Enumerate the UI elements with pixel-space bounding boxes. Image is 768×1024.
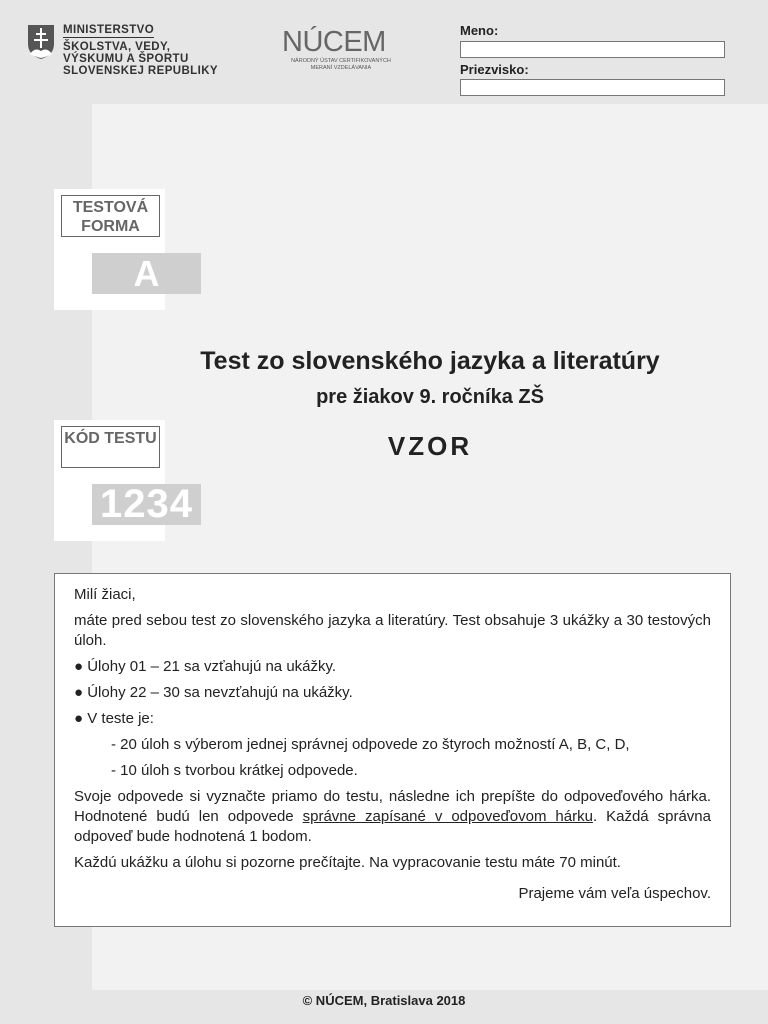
slovak-coat-of-arms-icon xyxy=(27,24,55,60)
student-name-block xyxy=(460,23,725,100)
sub-item: - 10 úloh s tvorbou krátkej odpovede. xyxy=(111,762,358,779)
nucem-logo xyxy=(282,27,402,72)
closing-line: Prajeme vám veľa úspechov. xyxy=(518,885,711,902)
test-form-card xyxy=(54,189,165,310)
bullet-item: ● Úlohy 01 – 21 sa vzťahujú na ukážky. xyxy=(74,658,337,675)
instructions-box xyxy=(54,573,731,927)
footer-copyright: © NÚCEM, Bratislava 2018 xyxy=(302,993,466,1008)
variant-label: VZOR xyxy=(387,431,473,461)
test-form-label: TESTOVÁ FORMA xyxy=(61,195,160,237)
nucem-logo-text: NÚCEM xyxy=(282,26,386,58)
page-title: Test zo slovenského jazyka a literatúry xyxy=(200,347,660,375)
sub-item: - 20 úloh s výberom jednej správnej odpovede zo štyroch možností A, B, C, D, xyxy=(111,736,630,753)
bullet-item: ● Úlohy 22 – 30 sa nevzťahujú na ukážky. xyxy=(74,684,353,701)
name-field[interactable] xyxy=(460,41,725,58)
bullet-item: ● V teste je: xyxy=(74,710,154,727)
page-subtitle: pre žiakov 9. ročníka ZŠ xyxy=(316,386,544,408)
ministry-logo xyxy=(27,24,218,77)
surname-label: Priezvisko: xyxy=(460,61,529,77)
surname-field[interactable] xyxy=(460,79,725,96)
underlined-phrase: správne zapísané v odpoveďovom hárku xyxy=(302,808,593,825)
reading-paragraph: Každú ukážku a úlohu si pozorne prečítajte. Na vypracovanie testu máte 70 minút. xyxy=(74,854,621,871)
test-form-value: A xyxy=(92,253,201,294)
answer-sheet-paragraph: Svoje odpovede si vyznačte priamo do testu, následne ich prepíšte do odpoveďového hárka. Hodnotené budú len odpovede správne zapísané v odpoveďovom hárku. Každá správna odpoveď bude hodnotená 1 bodom. xyxy=(74,788,711,845)
nucem-subtitle: NÁRODNÝ ÚSTAV CERTIFIKOVANÝCH MERANÍ VZDELÁVANIA xyxy=(291,58,391,71)
ministry-name: MINISTERSTVO ŠKOLSTVA, VEDY, VÝSKUMU A ŠPORTU SLOVENSKEJ REPUBLIKY xyxy=(63,24,218,77)
name-label: Meno: xyxy=(460,23,499,38)
intro-paragraph: máte pred sebou test zo slovenského jazyka a literatúry. Test obsahuje 3 ukážky a 30 testových úloh. xyxy=(74,612,711,649)
test-code-label: KÓD TESTU xyxy=(61,426,160,468)
greeting: Milí žiaci, xyxy=(74,586,136,603)
test-code-value: 1234 xyxy=(92,484,201,525)
